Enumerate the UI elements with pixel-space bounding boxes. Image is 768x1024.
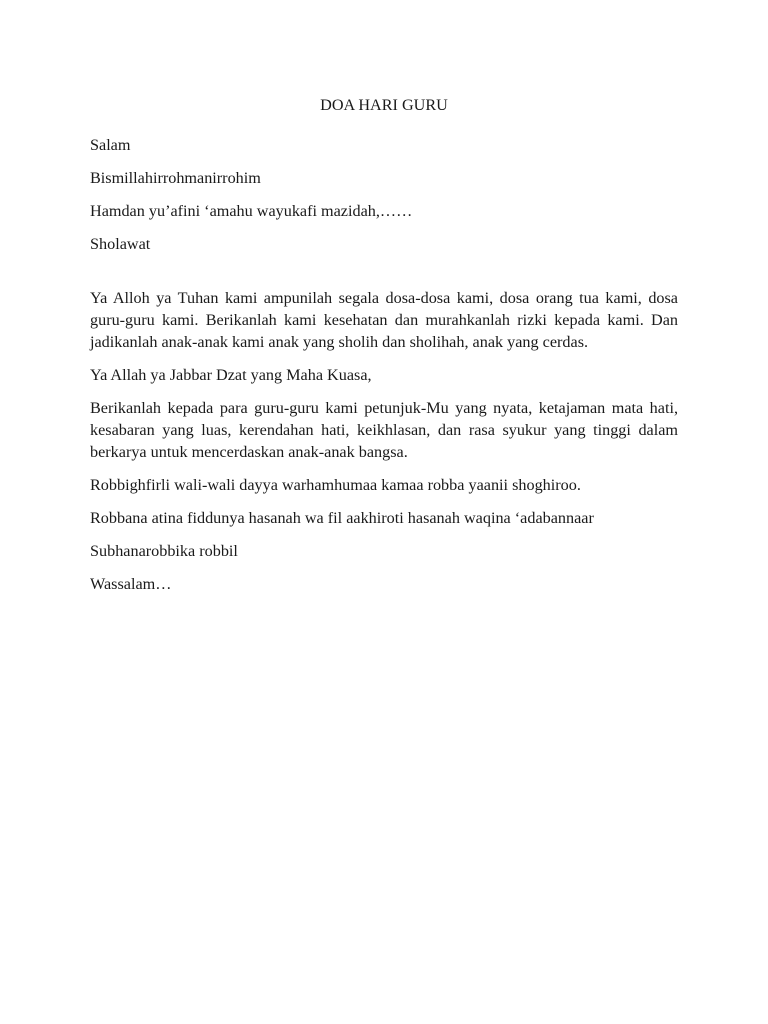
robbana-line: Robbana atina fiddunya hasanah wa fil aakhiroti hasanah waqina ‘adabannaar [90, 509, 594, 527]
document-body [90, 94, 678, 606]
sholawat-line: Sholawat [90, 235, 151, 253]
blank-line [90, 266, 678, 287]
subhana-line: Subhanarobbika robbil [90, 542, 238, 560]
robbighfirli-line: Robbighfirli wali-wali dayya warhamhumaa kamaa robba yaanii shoghiroo. [90, 476, 581, 494]
prayer-paragraph-teachers: Berikanlah kepada para guru-guru kami petunjuk-Mu yang nyata, ketajaman mata hati, kesabaran yang luas, kerendahan hati, keikhlasan, dan rasa syukur yang tinggi dalam berkarya untuk mencerdaskan anak-anak bangsa. [90, 399, 678, 461]
basmalah-line: Bismillahirrohmanirrohim [90, 169, 261, 187]
hamdan-line: Hamdan yu’afini ‘amahu wayukafi mazidah,…… [90, 202, 413, 220]
prayer-invocation-line: Ya Allah ya Jabbar Dzat yang Maha Kuasa, [90, 366, 372, 384]
prayer-paragraph-forgiveness: Ya Alloh ya Tuhan kami ampunilah segala dosa-dosa kami, dosa orang tua kami, dosa guru-guru kami. Berikanlah kami kesehatan dan murahkanlah rizki kepada kami. Dan jadikanlah anak-anak kami anak yang sholih dan sholihah, anak yang cerdas. [90, 289, 678, 351]
greeting-salam: Salam [90, 136, 131, 154]
document-title: DOA HARI GURU [320, 96, 448, 114]
closing-wassalam: Wassalam… [90, 575, 172, 593]
